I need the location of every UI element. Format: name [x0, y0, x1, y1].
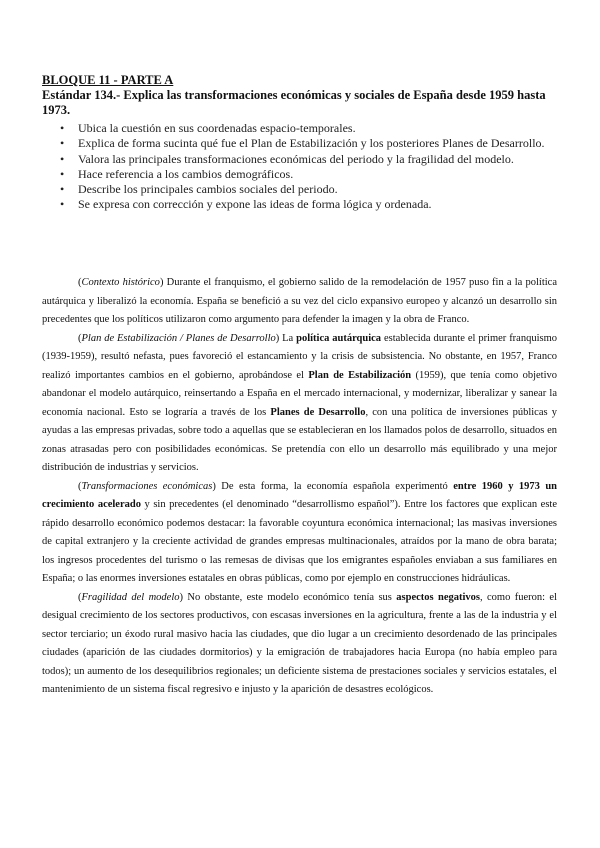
paragraph-heading: Fragilidad del modelo [81, 591, 180, 603]
list-item: • Describe los principales cambios sociales del periodo. [60, 182, 338, 197]
paragraph-context: (Contexto histórico) Durante el franquismo, el gobierno salido de la remodelación de 1957 puso fin a la política autárquica y liberalizó la economía. España se benefició a su vez del ciclo expansivo europeo y alcanzó un desarrollo sin precedentes que los políticos utilizaron como argumento para defender la imagen y la obra de Franco. [42, 277, 558, 325]
bullet-icon: • [60, 197, 65, 212]
paragraph-heading: Contexto histórico [81, 277, 160, 288]
block-title: BLOQUE 11 - PARTE A [42, 73, 174, 87]
paragraph-transformations: (Transformaciones económicas) De esta forma, la economía española experimentó entre 1960 y 1973 un crecimiento acelerado y sin precedentes (el denominado “desarrollismo español”). Entre los factores que explican este rápido desarrollo económico podemos destacar: la favorable coyuntura económica internacional; las masivas inversiones de capital extranjero y la creciente actividad de grandes empresas multinacionales, atraídos por la mano de obra barata; los ingresos procedentes del turismo o las remesas de divisas que los emigrantes españoles enviaban a sus familiares en España; o las enormes inversiones estatales en obras públicas, como por ejemplo en construcciones hidráulicas. [42, 480, 558, 584]
paragraph-fragility: (Fragilidad del modelo) No obstante, este modelo económico tenía sus aspectos negativos, como fueron: el desigual crecimiento de los sectores productivos, con escasas inversiones en la agricultura, frente a las de la industria y el sector terciario; un éxodo rural masivo hacia las ciudades, que dio lugar a un crecimiento desordenado de las principales ciudades (aparición de las ciudades dormitorios) y la emigración de trabajadores hacia Europa (no había empleo para todos); un aumento de los desequilibrios regionales; un deficiente sistema de prestaciones sociales y servicios estatales, el mantenimiento de un sistema fiscal regresivo e injusto y la aparición de desastres ecológicos. [42, 591, 557, 695]
paragraph-heading: Transformaciones económicas [81, 480, 213, 492]
bullet-icon: • [60, 136, 65, 151]
key-term: política autárquica [296, 332, 382, 344]
list-item: • Ubica la cuestión en sus coordenadas espacio-temporales. [60, 121, 356, 135]
standard-heading: Estándar 134.- Explica las transformaciones económicas y sociales de España desde 1959 hasta 1973. [42, 88, 546, 117]
bullet-icon: • [60, 121, 65, 135]
essay-body [42, 274, 557, 700]
criteria-list [42, 121, 562, 213]
paragraph-heading: Plan de Estabilización / Planes de Desarrollo [81, 332, 276, 344]
bullet-icon: • [60, 182, 65, 197]
bullet-icon: • [60, 166, 65, 181]
key-term: aspectos negativos [396, 591, 480, 603]
key-term: Planes de Desarrollo [270, 406, 366, 418]
bullet-icon: • [60, 151, 65, 166]
list-item: • Explica de forma sucinta qué fue el Plan de Estabilización y los posteriores Planes de Desarrollo. [60, 136, 545, 151]
paragraph-plans: (Plan de Estabilización / Planes de Desarrollo) La política autárquica establecida durante el primer franquismo (1939-1959), resultó nefasta, pues favoreció el estancamiento y la crisis de subsistencia. No obstante, en 1957, Franco realizó importantes cambios en el gobierno, aprobándose el Plan de Estabilización (1959), que tenía como objetivo abandonar el modelo autárquico, reinsertando a España en el mercado internacional, y modernizar, liberalizar y sanear la economía nacional. Esto se lograría a través de los Planes de Desarrollo, con una política de inversiones públicas y ayudas a las empresas privadas, sobre todo a aquellas que se establecieran en los llamados polos de desarrollo, situados en zonas atrasadas pero con posibilidades económicas. Se pretendía con ello un desarrollo más equilibrado y una mejor distribución de industrias y servicios. [42, 332, 558, 473]
list-item: • Hace referencia a los cambios demográficos. [60, 166, 294, 181]
list-item: • Valora las principales transformaciones económicas del periodo y la fragilidad del modelo. [60, 151, 514, 166]
list-item: • Se expresa con corrección y expone las ideas de forma lógica y ordenada. [60, 197, 432, 212]
key-term: Plan de Estabilización [308, 369, 412, 381]
key-term: entre 1960 y 1973 un crecimiento acelerado [42, 480, 558, 510]
